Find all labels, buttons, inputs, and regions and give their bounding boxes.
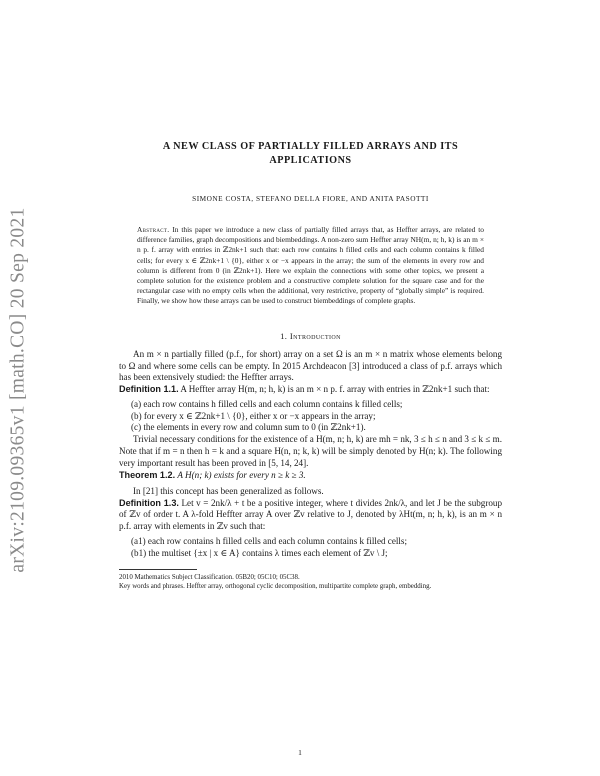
footnote-rule [119, 569, 197, 570]
abstract [137, 225, 484, 307]
abstract-label: Abstract. [137, 225, 170, 234]
definition-1-3 [119, 498, 502, 534]
definition-1-1-item-c: (c) the elements in every row and column sum to 0 (in ℤ2nk+1). [131, 422, 366, 433]
definition-1-1-list [119, 399, 502, 434]
definition-1-3-item-b1: (b1) the multiset {±x | x ∈ A} contains λ times each element of ℤv \ J; [131, 547, 388, 558]
definition-1-3-list [119, 536, 502, 559]
theorem-1-2-label: Theorem 1.2. [119, 469, 176, 480]
arxiv-stamp [6, 180, 32, 600]
section-heading: 1. Introduction [280, 330, 341, 341]
intro-paragraph-1: An m × n partially filled (p.f., for short) array on a set Ω is an m × n matrix whose elements belong to Ω and where some cells can be empty. In 2015 Archdeacon [3] introduced a class of p.f. arrays which has been extensively studied: the Heffter arrays. [119, 348, 502, 383]
definition-1-1-item-a: (a) each row contains h filled cells and each column contains k filled cells; [131, 399, 403, 410]
definition-1-3-label: Definition 1.3. [119, 497, 179, 508]
title-line-2: APPLICATIONS [269, 155, 352, 166]
definition-1-1-label: Definition 1.1. [119, 384, 179, 395]
paper-title [119, 140, 502, 168]
intro-paragraph-2: Trivial necessary conditions for the existence of a H(m, n; h, k) are mh = nk, 3 ≤ h ≤ n and 3 ≤ k ≤ m. Note that if m = n then h = k and a square H(n, n; k, k) will be simply denoted by H(n; k). The following very important result has been proved in [5, 14, 24]. [119, 434, 502, 468]
theorem-1-2 [119, 470, 502, 482]
paper-page [119, 140, 502, 591]
definition-1-1-item-b: (b) for every x ∈ ℤ2nk+1 \ {0}, either x or −x appears in the array; [131, 410, 376, 421]
footnote-keywords: Key words and phrases. Heffter array, orthogonal cyclic decomposition, multipartite complete graph, embedding. [119, 583, 432, 591]
intro-paragraph-3: In [21] this concept has been generalized as follows. [133, 485, 324, 496]
footnote-msc: 2010 Mathematics Subject Classification. 05B20; 05C10; 05C38. [119, 574, 300, 582]
arxiv-stamp-text: arXiv:2109.09365v1 [math.CO] 20 Sep 2021 [8, 207, 30, 573]
title-line-1: A NEW CLASS OF PARTIALLY FILLED ARRAYS AND ITS [162, 141, 459, 152]
theorem-1-2-text: A H(n; k) exists for every n ≥ k ≥ 3. [177, 469, 306, 480]
definition-1-3-text: Let v = 2nk/λ + t be a positive integer, where t divides 2nk/λ, and let J be the subgroup of ℤv of order t. A λ-fold Heffter array A over ℤv relative to J, denoted by λHt(m, n; h, k), is an m × n p.f. array with elements in ℤv such that: [119, 497, 503, 532]
definition-1-1 [119, 384, 502, 396]
page-number: 1 [298, 748, 302, 757]
definition-1-1-text: A Heffter array H(m, n; h, k) is an m × n p. f. array with entries in ℤ2nk+1 such that: [180, 384, 490, 395]
authors: SIMONE COSTA, STEFANO DELLA FIORE, AND ANITA PASOTTI [192, 194, 429, 203]
abstract-text: In this paper we introduce a new class of partially filled arrays that, as Heffter arrays, are related to difference families, graph decompositions and biembeddings. A non-zero sum Heffter array NH(m, n; h, k) is an m × n p. f. array with entries in ℤ2nk+1 such that: each row contains h filled cells and each column contains k filled cells; for every x ∈ ℤ2nk+1 \ {0}, either x or −x appears in the array; the sum of the elements in every row and column is different from 0 (in ℤ2nk+1). Here we explain the connections with some other topics, we present a complete solution for the existence problem and a constructive complete solution for the square case and for the rectangular case with no empty cells when the additional, very restrictive, property of “globally simple” is required. Finally, we show how these arrays can be used to construct biembeddings of complete graphs. [137, 225, 484, 306]
definition-1-3-item-a1: (a1) each row contains h filled cells and each column contains k filled cells; [131, 536, 407, 547]
